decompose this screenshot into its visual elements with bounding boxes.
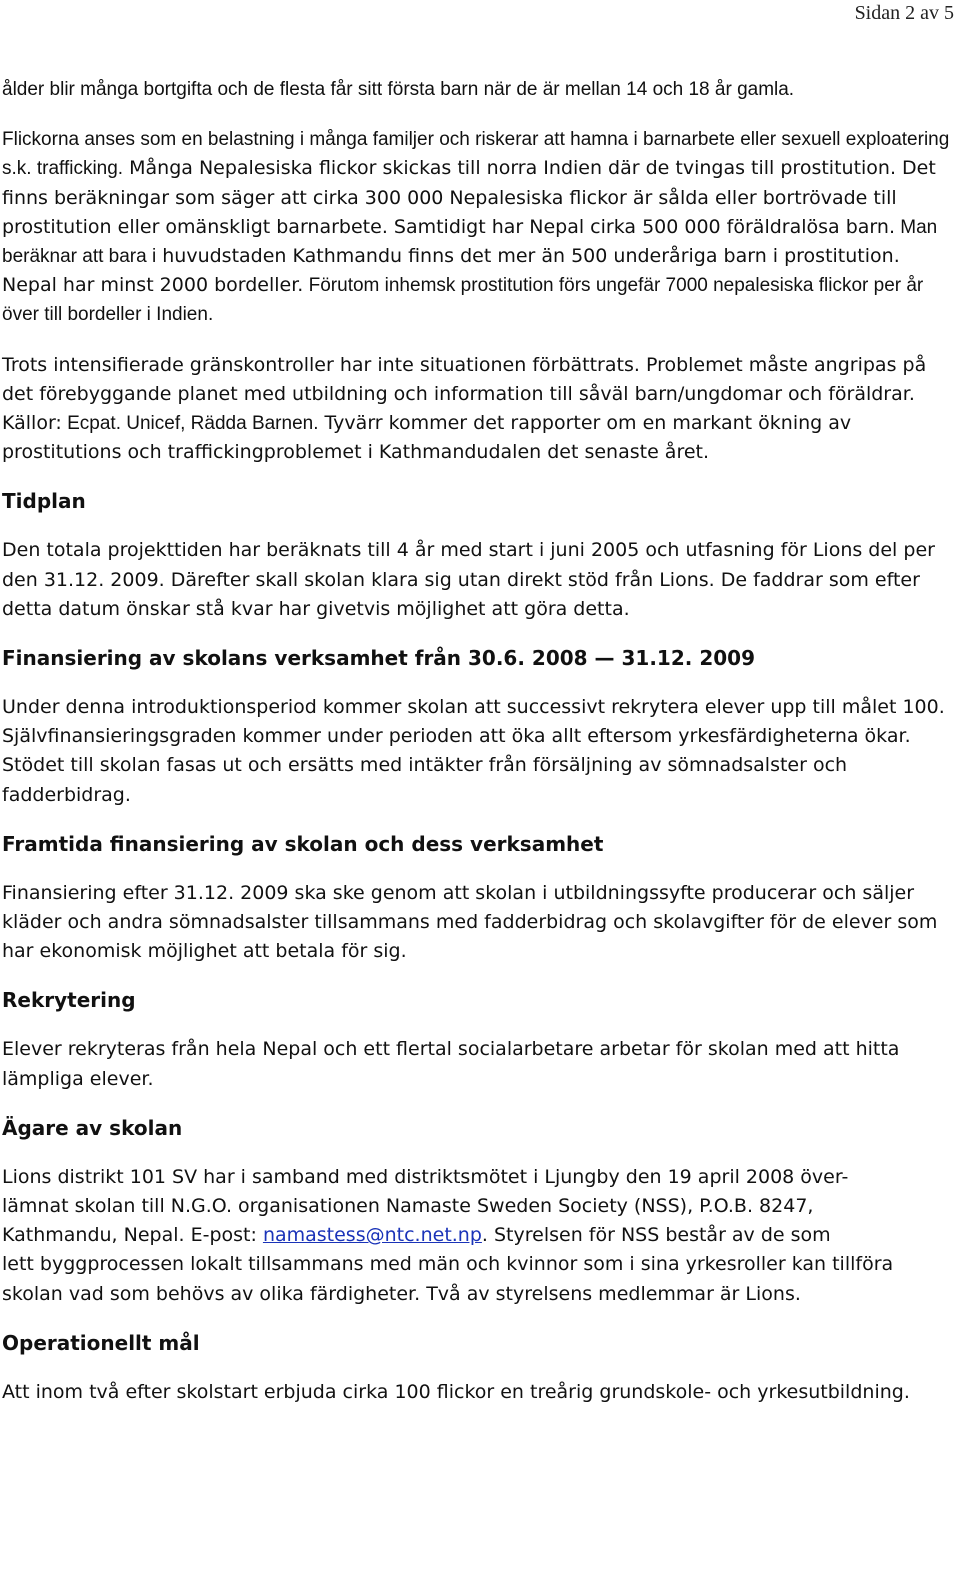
- paragraph-trafficking: [2, 125, 954, 329]
- paragraph-border-controls: [2, 351, 954, 468]
- text-run: Trots intensifierade gränskontroller har inte situationen förbättrats. Problemet måste angripas på det förebyggande planet med utbildning och information till såväl barn/ungdomar och föräldrar. Källor:: [2, 353, 927, 435]
- heading-recruitment: Rekrytering: [2, 988, 136, 1013]
- page-number-header: Sidan 2 av 5: [854, 2, 954, 24]
- text-run: lämnat skolan till N.G.O. organisationen Namaste Sweden Society (NSS), P.O.B. 8247,: [2, 1195, 814, 1218]
- text-run: Tyvärr kommer det rapporter om en markant ökning av prostitutions och traffickingproblemet i Kathmandudalen det senaste året.: [2, 412, 852, 464]
- text-run: Kathmandu, Nepal. E-post:: [2, 1224, 263, 1247]
- paragraph-future-financing: Finansiering efter 31.12. 2009 ska ske genom att skolan i utbildningssyfte producerar och säljer kläder och andra sömnadsalster tillsammans med fadderbidrag och skolavgifter för de elever som har ekonomisk möjlighet att betala för sig.: [2, 881, 938, 963]
- paragraph-tidplan: Den totala projekttiden har beräknats till 4 år med start i juni 2005 och utfasning för Lions del per den 31.12. 2009. Därefter skall skolan klara sig utan direkt stöd från Lions. De faddrar som efter detta datum önskar stå kvar har givetvis möjlighet att göra detta.: [2, 539, 935, 620]
- text-run: huvudstaden Kathmandu finns det mer än 500 underåriga barn i prostitution. Nepal har minst 2000 bordeller.: [2, 245, 900, 297]
- paragraph-recruitment: Elever rekryteras från hela Nepal och ett flertal socialarbetare arbetar för skolan med att hitta lämpliga elever.: [2, 1038, 900, 1090]
- text-run: lett byggprocessen lokalt tillsammans med män och kvinnor som i sina yrkesroller kan tillföra skolan vad som behövs av olika färdigheter. Två av styrelsens medlemmar är Lions.: [2, 1253, 894, 1305]
- heading-operational-goal: Operationellt mål: [2, 1330, 200, 1355]
- paragraph-age: ålder blir många bortgifta och de flesta får sitt första barn när de är mellan 14 och 18 år gamla.: [2, 79, 795, 100]
- text-run: Många Nepalesiska flickor skickas till norra Indien där de tvingas till prostitution. Det finns beräkningar som säger att cirka 300 000 Nepalesiska flickor är sålda eller bortrövade till prostitution eller omänskligt barnarbete. Samtidigt har Nepal cirka 500 000 föräldralösa barn.: [2, 157, 936, 238]
- paragraph-financing: Under denna introduktionsperiod kommer skolan att successivt rekrytera elever upp till målet 100. Självfinansieringsgraden kommer under perioden att öka allt eftersom yrkesfärdigheterna ökar. Stödet till skolan fasas ut och ersätts med intäkter från försäljning av sömnadsalster och fadderbidrag.: [2, 696, 945, 806]
- text-run: . Styrelsen för NSS består av de som: [481, 1224, 831, 1247]
- text-run: Lions distrikt 101 SV har i samband med distriktsmötet i Ljungby den 19 april 2008 över-: [2, 1165, 849, 1188]
- heading-owner: Ägare av skolan: [2, 1115, 183, 1140]
- text-run-arial: Ecpat. Unicef, Rädda Barnen.: [61, 413, 319, 435]
- document-body: [2, 75, 954, 1407]
- heading-future-financing: Framtida finansiering av skolan och dess verksamhet: [2, 831, 604, 856]
- heading-financing: Finansiering av skolans verksamhet från 30.6. 2008 — 31.12. 2009: [2, 646, 755, 671]
- text-run-arial: Flickorna anses som en belastning i många familjer och riskerar att hamna i barnarbete eller sexuell exploatering s.k. trafficking.: [2, 129, 950, 180]
- paragraph-owner: [2, 1163, 954, 1309]
- text-run-arial: Förutom inhemsk prostitution förs ungefär 7000 nepalesiska flickor per år över till bordeller i Indien.: [2, 275, 924, 326]
- email-link[interactable]: namastess@ntc.net.np: [262, 1224, 482, 1247]
- text-run-arial: Man beräknar att bara i: [2, 216, 938, 268]
- paragraph-operational-goal: Att inom två efter skolstart erbjuda cirka 100 flickor en treårig grundskole- och yrkesutbildning.: [2, 1380, 910, 1403]
- heading-tidplan: Tidplan: [2, 489, 86, 514]
